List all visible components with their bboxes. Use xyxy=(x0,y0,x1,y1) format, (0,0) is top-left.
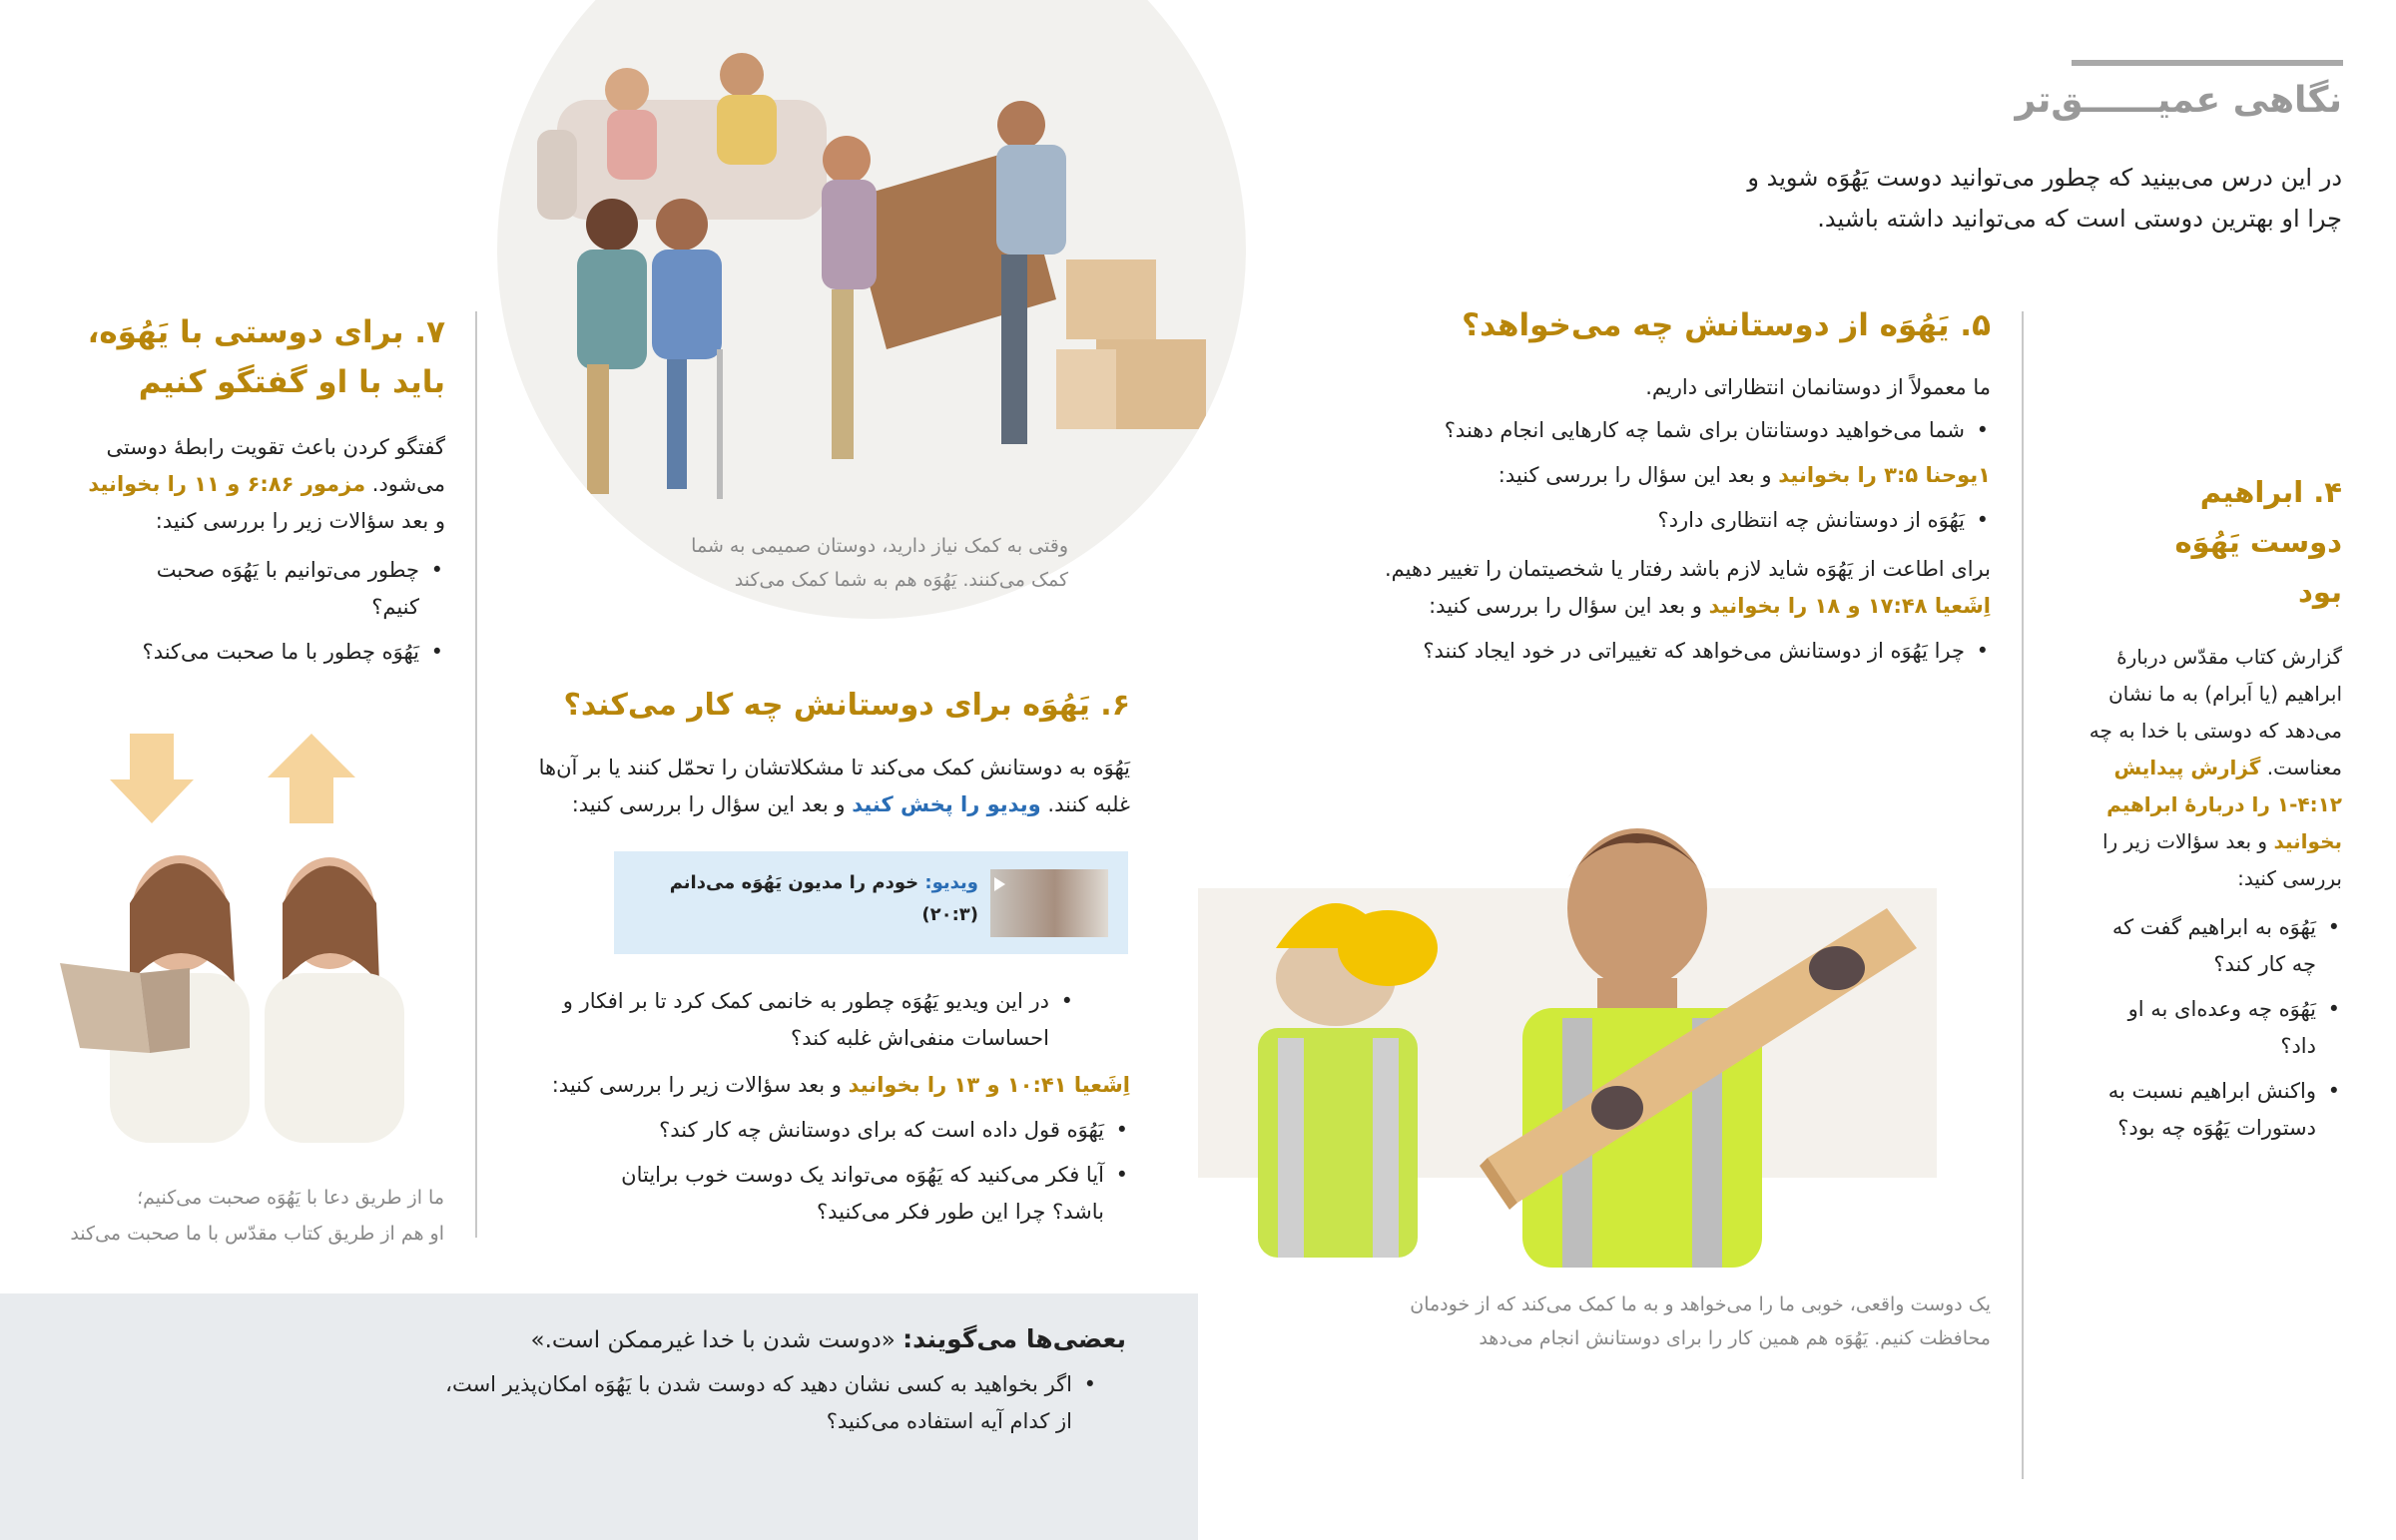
list-item: • یَهُوَه چه وعده‌ای به او داد؟ xyxy=(2087,991,2316,1065)
some-say-list xyxy=(433,1366,1098,1440)
list-item: • چرا یَهُوَه از دوستانش می‌خواهد که تغییراتی در خود ایجاد کنند؟ xyxy=(1372,633,1965,670)
section7-caption-line2: او هم از طریق کتاب مقدّس با ما صحبت می‌کند xyxy=(70,1223,444,1245)
section6-list1 xyxy=(530,983,1075,1057)
section7-body-pre: گفتگو کردن باعث تقویت رابطهٔ دوستی می‌شود. xyxy=(106,435,445,496)
section7-caption-line1: ما از طریق دعا با یَهُوَه صحبت می‌کنیم؛ xyxy=(137,1187,444,1209)
list-item: • شما می‌خواهید دوستانتان برای شما چه کارهایی انجام دهند؟ xyxy=(1372,412,1965,449)
helping-friends-image xyxy=(497,0,1246,619)
section6-read-link[interactable]: اِشَعیا ۴۱:‏۱۰ و ۱۳ را بخوانید xyxy=(848,1073,1130,1097)
video-info xyxy=(639,867,978,931)
arrow-down-icon xyxy=(110,734,194,823)
section5-p1: ما معمولاً از دوستانمان انتظاراتی داریم. xyxy=(1645,375,1991,399)
list-item: • در این ویدیو یَهُوَه چطور به خانمی کمک کرد تا بر افکار و احساسات منفی‌اش غلبه کند؟ xyxy=(530,983,1049,1057)
section5-list2 xyxy=(1372,502,1991,539)
some-say-quote: «دوست شدن با خدا غیرممکن است.» xyxy=(530,1327,903,1353)
section5-column xyxy=(1372,301,1991,678)
section4-body-pre: گزارش کتاب مقدّس دربارهٔ ابراهیم (یا اَبرام) به ما نشان می‌دهد که دوستی با خدا به چه معناست. xyxy=(2089,645,2342,779)
list-item: • یَهُوَه قول داده است که برای دوستانش چه کار کند؟ xyxy=(526,1112,1104,1149)
section6-p2 xyxy=(526,1067,1130,1104)
list-item: • واکنش ابراهیم نسبت به دستورات یَهُوَه چه بود؟ xyxy=(2087,1073,2316,1147)
section6-list2 xyxy=(526,1112,1130,1231)
intro-text: در این درس می‌بینید که چطور می‌توانید دوست یَهُوَه شوید و چرا او بهترین دوستی است که می‌توانید داشته باشید. xyxy=(1747,164,2342,233)
prayer-reading-illustration xyxy=(40,724,459,1153)
section6-heading: ۶. یَهُوَه برای دوستانش چه کار می‌کند؟ xyxy=(563,688,1130,723)
section5-heading: ۵. یَهُوَه از دوستانش چه می‌خواهد؟ xyxy=(1462,307,1991,343)
section5-p3 xyxy=(1372,551,1991,625)
some-say-box xyxy=(0,1293,1198,1540)
section6-p2-post: و بعد سؤالات زیر را بررسی کنید: xyxy=(551,1073,849,1097)
circle-caption: وقتی به کمک نیاز دارید، دوستان صمیمی به شما کمک می‌کنند. یَهُوَه هم به شما کمک می‌کند xyxy=(691,535,1068,591)
list-item: • آیا فکر می‌کنید که یَهُوَه می‌تواند یک دوست خوب برایتان باشد؟ چرا این طور فکر می‌کنید؟ xyxy=(565,1157,1104,1231)
section5-list3 xyxy=(1372,633,1991,670)
section6-column-lower xyxy=(526,983,1130,1239)
section7-body-post: و بعد سؤالات زیر را بررسی کنید: xyxy=(155,509,445,533)
section4-heading: ۴. ابراهیم دوست یَهُوَه بود xyxy=(2174,475,2342,609)
section6-body-post: و بعد این سؤال را بررسی کنید: xyxy=(571,792,853,816)
video-title: خودم را مدیون یَهُوَه می‌دانم xyxy=(669,872,919,893)
section5-caption: یک دوست واقعی، خوبی ما را می‌خواهد و به ما کمک می‌کند که از خودمان محافظت کنیم. یَهُوَه هم همین کار را برای دوستانش انجام می‌دهد xyxy=(1410,1293,1991,1349)
video-card[interactable] xyxy=(614,851,1128,954)
some-say-label: بعضی‌ها می‌گویند: xyxy=(902,1324,1126,1353)
section6-body-pre: یَهُوَه به دوستانش کمک می‌کند تا مشکلاتشان را تحمّل کنند یا بر آن‌ها غلبه کنند. xyxy=(538,756,1130,816)
workers-image xyxy=(1198,798,1937,1268)
workers-illustration xyxy=(1198,798,1937,1268)
list-item: • اگر بخواهید به کسی نشان دهید که دوست شدن با یَهُوَه امکان‌پذیر است، از کدام آیه استفاده می‌کنید؟ xyxy=(433,1366,1072,1440)
section7-read-link[interactable]: مزمور ۸۶:‏۶ و ۱۱ را بخوانید xyxy=(88,472,366,496)
section5-p2 xyxy=(1372,457,1991,494)
left-column-divider xyxy=(475,311,477,1238)
section6-video-link[interactable]: ویدیو را پخش کنید xyxy=(852,792,1041,816)
section5-p3-post: و بعد این سؤال را بررسی کنید: xyxy=(1429,594,1709,618)
section4-body xyxy=(2081,639,2342,897)
helping-friends-illustration xyxy=(497,0,1246,619)
section7-caption xyxy=(60,1180,444,1252)
video-thumbnail[interactable] xyxy=(990,869,1108,937)
section5-read-link-2[interactable]: اِشَعیا ۴۸:‏۱۷ و ۱۸ را بخوانید xyxy=(1708,594,1991,618)
section4-questions xyxy=(2087,909,2342,1147)
some-say-statement xyxy=(407,1319,1126,1360)
list-item: • یَهُوَه چطور با ما صحبت می‌کند؟ xyxy=(130,634,419,671)
arrow-up-icon xyxy=(268,734,355,823)
section5-p3-pre: برای اطاعت از یَهُوَه شاید لازم باشد رفتار یا شخصیتمان را تغییر دهیم. xyxy=(1384,557,1991,581)
section4-column xyxy=(2081,467,2342,1155)
section4-body-post: و بعد سؤالات زیر را بررسی کنید: xyxy=(2101,829,2342,890)
section7-heading: ۷. برای دوستی با یَهُوَه، باید با او گفتگو کنیم xyxy=(87,314,445,400)
section7-questions xyxy=(130,552,445,671)
section5-p2-post: و بعد این سؤال را بررسی کنید: xyxy=(1498,463,1779,487)
header-rule xyxy=(2072,60,2343,66)
page-title: نگاهی عمیــــــق‌تر xyxy=(2015,80,2342,121)
section7-body xyxy=(78,429,445,540)
section5-read-link-1[interactable]: ۱یوحنا ۵:‏۳ را بخوانید xyxy=(1778,463,1991,487)
some-say-content xyxy=(407,1319,1126,1448)
section4-read-link[interactable]: گزارش پیدایش ۱۲:‏۱-۴ را دربارهٔ ابراهیم بخوانید xyxy=(2106,756,2342,853)
section6-body xyxy=(526,750,1130,823)
video-duration: (۳:‏۲۰) xyxy=(921,904,978,925)
list-item: • چطور می‌توانیم با یَهُوَه صحبت کنیم؟ xyxy=(130,552,419,626)
play-icon[interactable] xyxy=(994,877,1005,891)
prayer-reading-image xyxy=(40,724,459,1153)
section5-list1 xyxy=(1372,412,1991,449)
section6-column xyxy=(526,682,1130,823)
video-label: ویدیو: xyxy=(924,872,978,893)
column-divider xyxy=(2022,311,2024,1479)
list-item: • یَهُوَه از دوستانش چه انتظاری دارد؟ xyxy=(1372,502,1965,539)
section7-column xyxy=(78,307,445,679)
list-item: • یَهُوَه به ابراهیم گفت که چه کار کند؟ xyxy=(2087,909,2316,983)
